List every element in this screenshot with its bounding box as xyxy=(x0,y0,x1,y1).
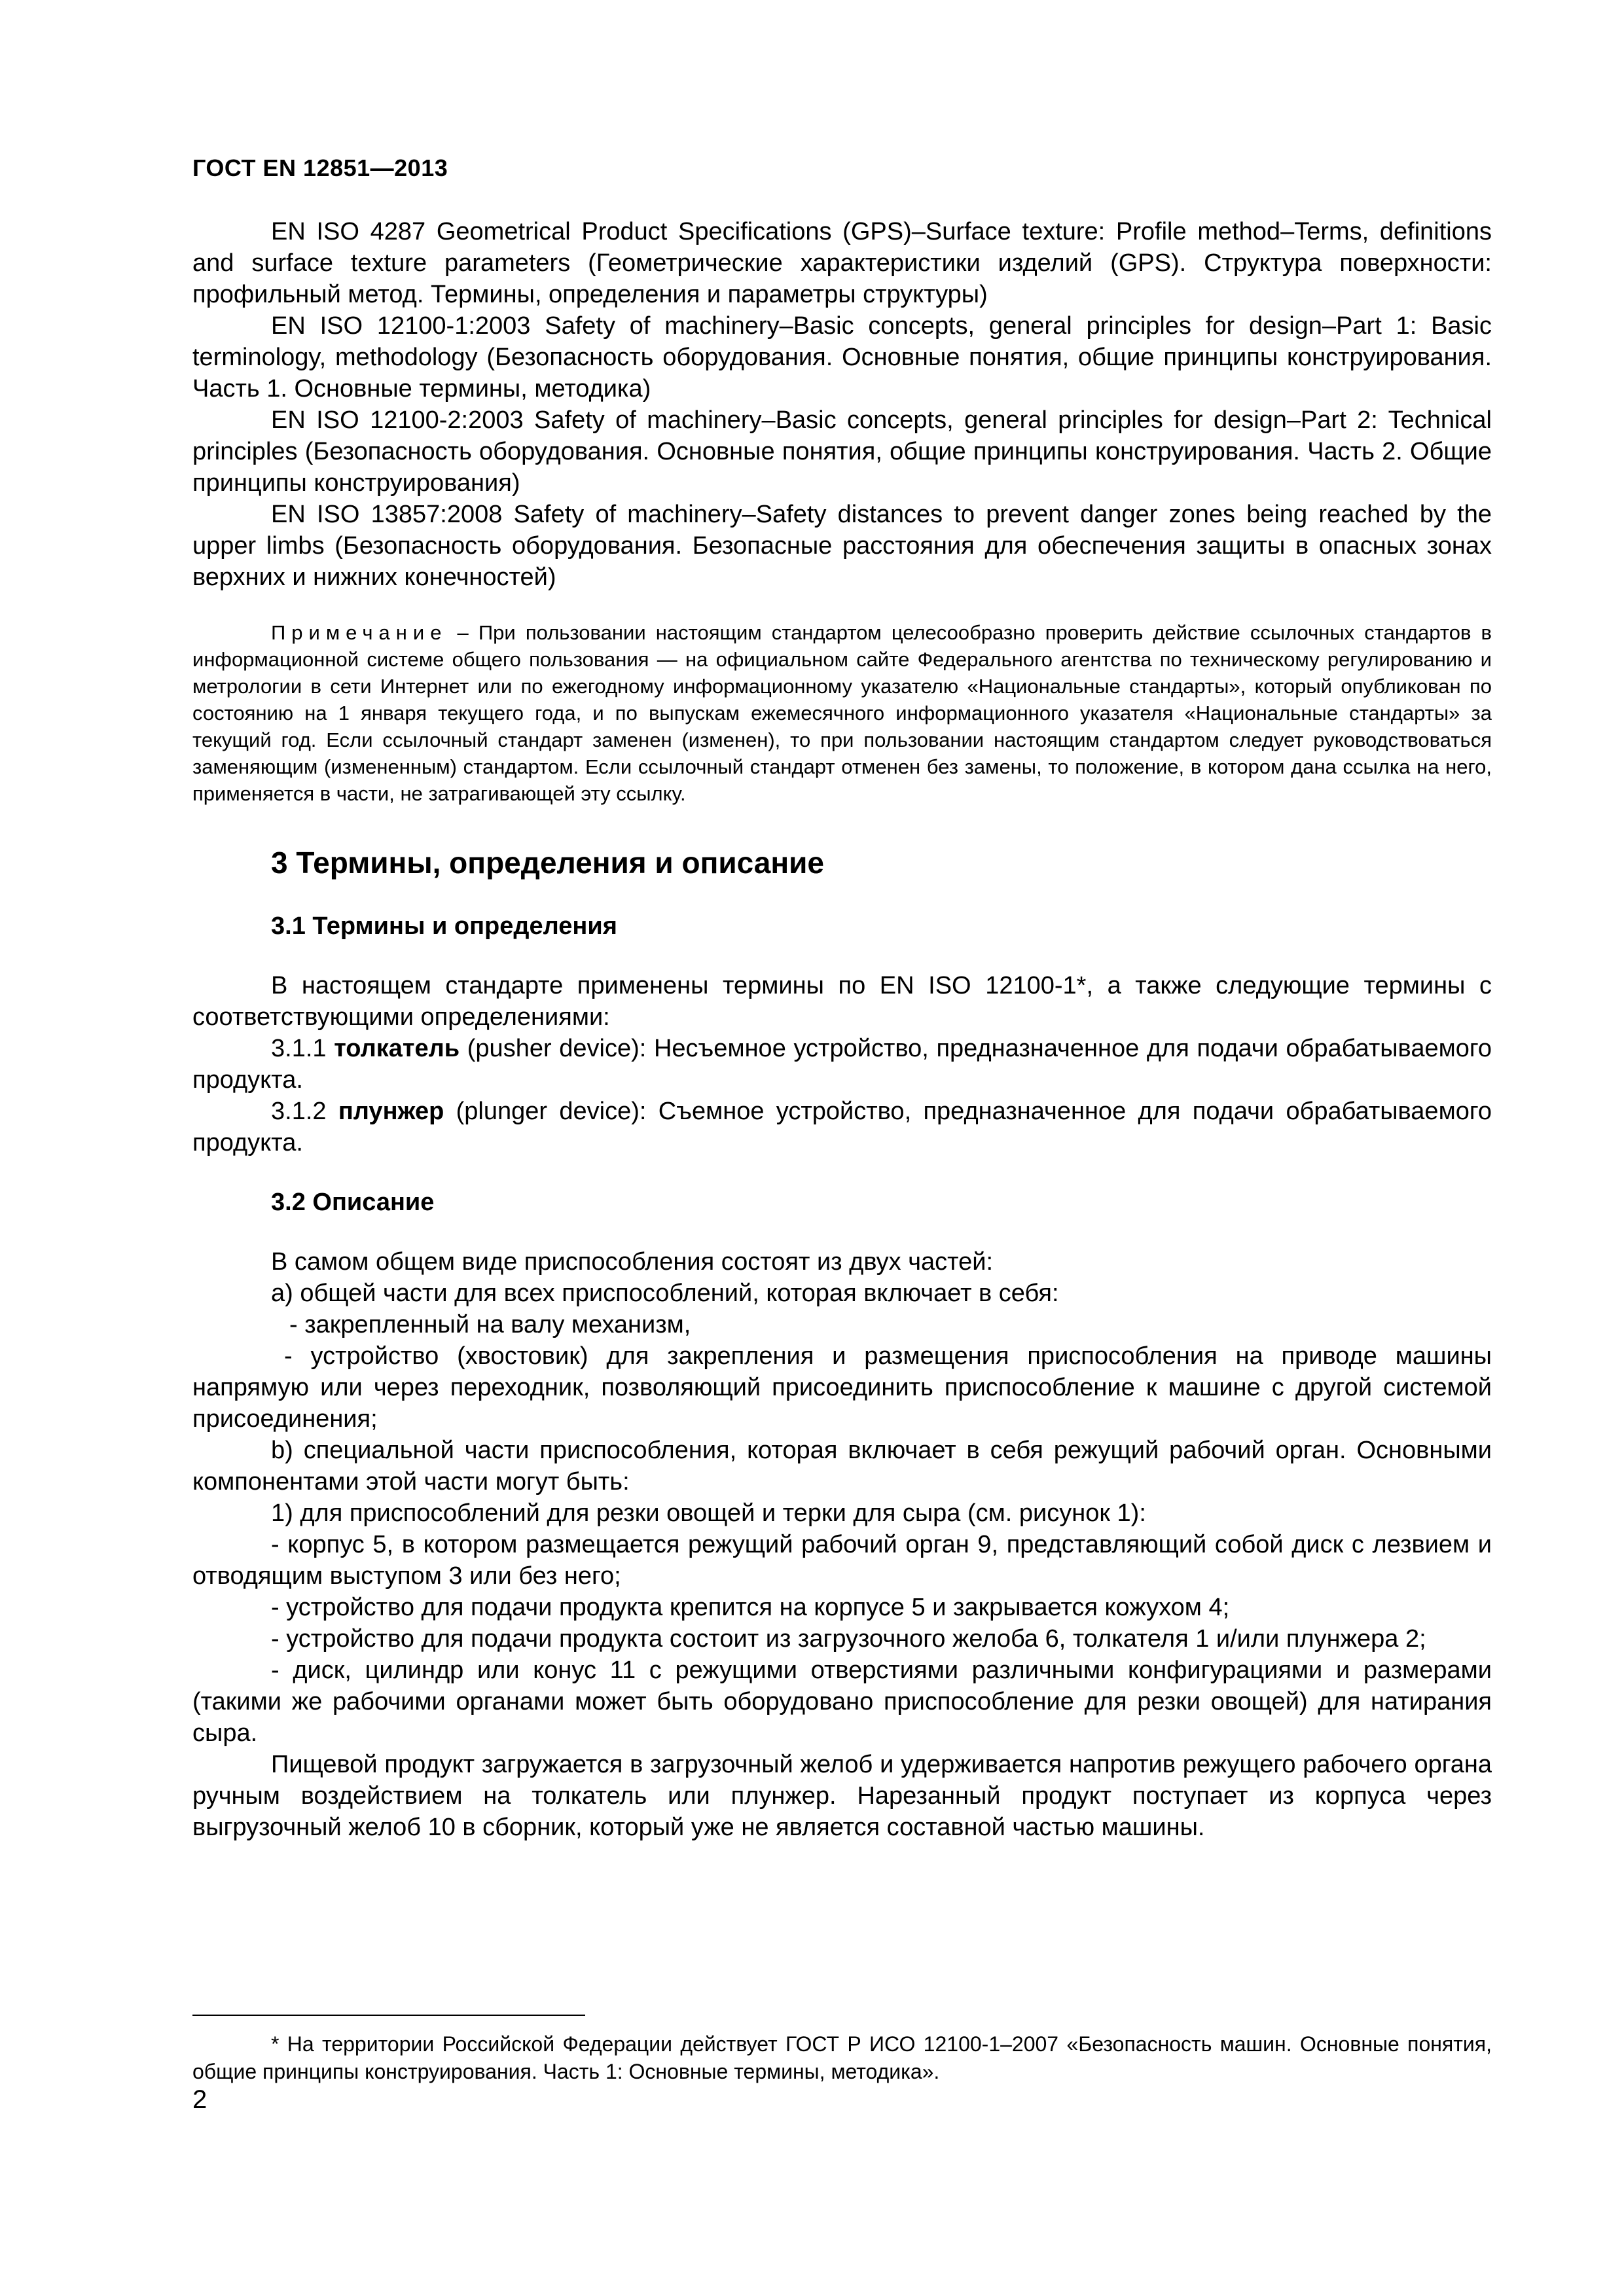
subsection-3-2-heading: 3.2 Описание xyxy=(271,1189,435,1216)
description-paragraph: - корпус 5, в котором размещается режущий рабочий орган 9, представляющий собой диск с лезвием и отводящим выступом 3 или без него; xyxy=(192,1531,1492,1590)
term-word: толкатель xyxy=(334,1035,460,1062)
description-paragraph: Пищевой продукт загружается в загрузочный желоб и удерживается напротив режущего рабочего органа ручным воздействием на толкатель или плунжер. Нарезанный продукт поступает из корпуса через выгрузочный желоб 10 в сборник, который уже не является составной частью машины. xyxy=(192,1751,1492,1841)
term-text: (plunger device): Съемное устройство, предназначенное для подачи обрабатываемого продукта. xyxy=(192,1098,1492,1157)
term-number: 3.1.2 xyxy=(271,1098,338,1125)
reference-item: EN ISO 4287 Geometrical Product Specifications (GPS)–Surface texture: Profile method–Terms, definitions and surface texture parameters (Геометрические характеристики изделий (GPS). Структура поверхности: профильный метод. Термины, определения и параметры структуры) xyxy=(192,218,1492,308)
reference-item: EN ISO 12100-1:2003 Safety of machinery–Basic concepts, general principles for design–Part 1: Basic terminology, methodology (Безопасность оборудования. Основные понятия, общие принципы конструирования. Часть 1. Основные термины, методика) xyxy=(192,312,1492,403)
page-number: 2 xyxy=(192,2085,208,2114)
page-body xyxy=(192,216,1492,1843)
reference-item: EN ISO 12100-2:2003 Safety of machinery–Basic concepts, general principles for design–Part 2: Technical principles (Безопасность оборудования. Основные понятия, общие принципы конструирования. Часть 2. Общие принципы конструирования) xyxy=(192,406,1492,497)
document-header: ГОСТ EN 12851—2013 xyxy=(192,154,448,181)
note-label: Примечание xyxy=(271,621,448,644)
footnote-divider xyxy=(192,2015,585,2016)
description-paragraph: b) специальной части приспособления, которая включает в себя режущий рабочий орган. Основными компонентами этой части могут быть: xyxy=(192,1437,1492,1496)
description-paragraph: - устройство для подачи продукта крепится на корпусе 5 и закрывается кожухом 4; xyxy=(271,1594,1230,1621)
term-number: 3.1.1 xyxy=(271,1035,334,1062)
description-paragraph: В самом общем виде приспособления состоят из двух частей: xyxy=(271,1248,994,1276)
description-block xyxy=(192,1246,1492,1843)
note-text: – При пользовании настоящим стандартом целесообразно проверить действие ссылочных стандартов в информационной системе общего пользования — на официальном сайте Федерального агентства по техническому регулированию и метрологии в сети Интернет или по ежегодному информационному указателю «Национальные стандарты», который опубликован по состоянию на 1 января текущего года, и по выпускам ежемесячного информационного указателя «Национальные стандарты» за текущий год. Если ссылочный стандарт заменен (изменен), то при пользовании настоящим стандартом следует руководствоваться заменяющим (измененным) стандартом. Если ссылочный стандарт отменен без замены, то положение, в котором дана ссылка на него, применяется в части, не затрагивающей эту ссылку. xyxy=(192,621,1492,805)
subsection-3-1-heading: 3.1 Термины и определения xyxy=(271,912,617,940)
description-paragraph: а) общей части для всех приспособлений, которая включает в себя: xyxy=(271,1280,1059,1307)
reference-item: EN ISO 13857:2008 Safety of machinery–Safety distances to prevent danger zones being reached by the upper limbs (Безопасность оборудования. Безопасные расстояния для обеспечения защиты в опасных зонах верхних и нижних конечностей) xyxy=(192,501,1492,591)
term-definition xyxy=(192,1033,1492,1096)
term-definition xyxy=(192,1096,1492,1158)
term-word: плунжер xyxy=(338,1098,444,1125)
description-paragraph: - устройство для подачи продукта состоит из загрузочного желоба 6, толкателя 1 и/или плунжера 2; xyxy=(271,1625,1426,1653)
description-paragraph: 1) для приспособлений для резки овощей и терки для сыра (см. рисунок 1): xyxy=(271,1499,1146,1527)
note-paragraph xyxy=(192,619,1492,807)
description-paragraph: - диск, цилиндр или конус 11 с режущими отверстиями различными конфигурациями и размерами (такими же рабочими органами может быть оборудовано приспособление для резки овощей) для натирания сыра. xyxy=(192,1657,1492,1747)
description-paragraph: - устройство (хвостовик) для закрепления и размещения приспособления на приводе машины напрямую или через переходник, позволяющий присоединить приспособление к машине с другой системой присоединения; xyxy=(192,1342,1492,1433)
footnote: * На территории Российской Федерации действует ГОСТ Р ИСО 12100-1–2007 «Безопасность машин. Основные понятия, общие принципы конструирования. Часть 1: Основные термины, методика». xyxy=(192,2032,1492,2083)
description-paragraph: - закрепленный на валу механизм, xyxy=(289,1311,691,1338)
normative-references-list xyxy=(192,216,1492,593)
term-text: (pusher device): Несъемное устройство, предназначенное для подачи обрабатываемого продукта. xyxy=(192,1035,1492,1094)
section-3-heading: 3 Термины, определения и описание xyxy=(271,846,825,880)
terms-intro: В настоящем стандарте применены термины по EN ISO 12100-1*, а также следующие термины с соответствующими определениями: xyxy=(192,972,1492,1031)
terms-block xyxy=(192,970,1492,1158)
